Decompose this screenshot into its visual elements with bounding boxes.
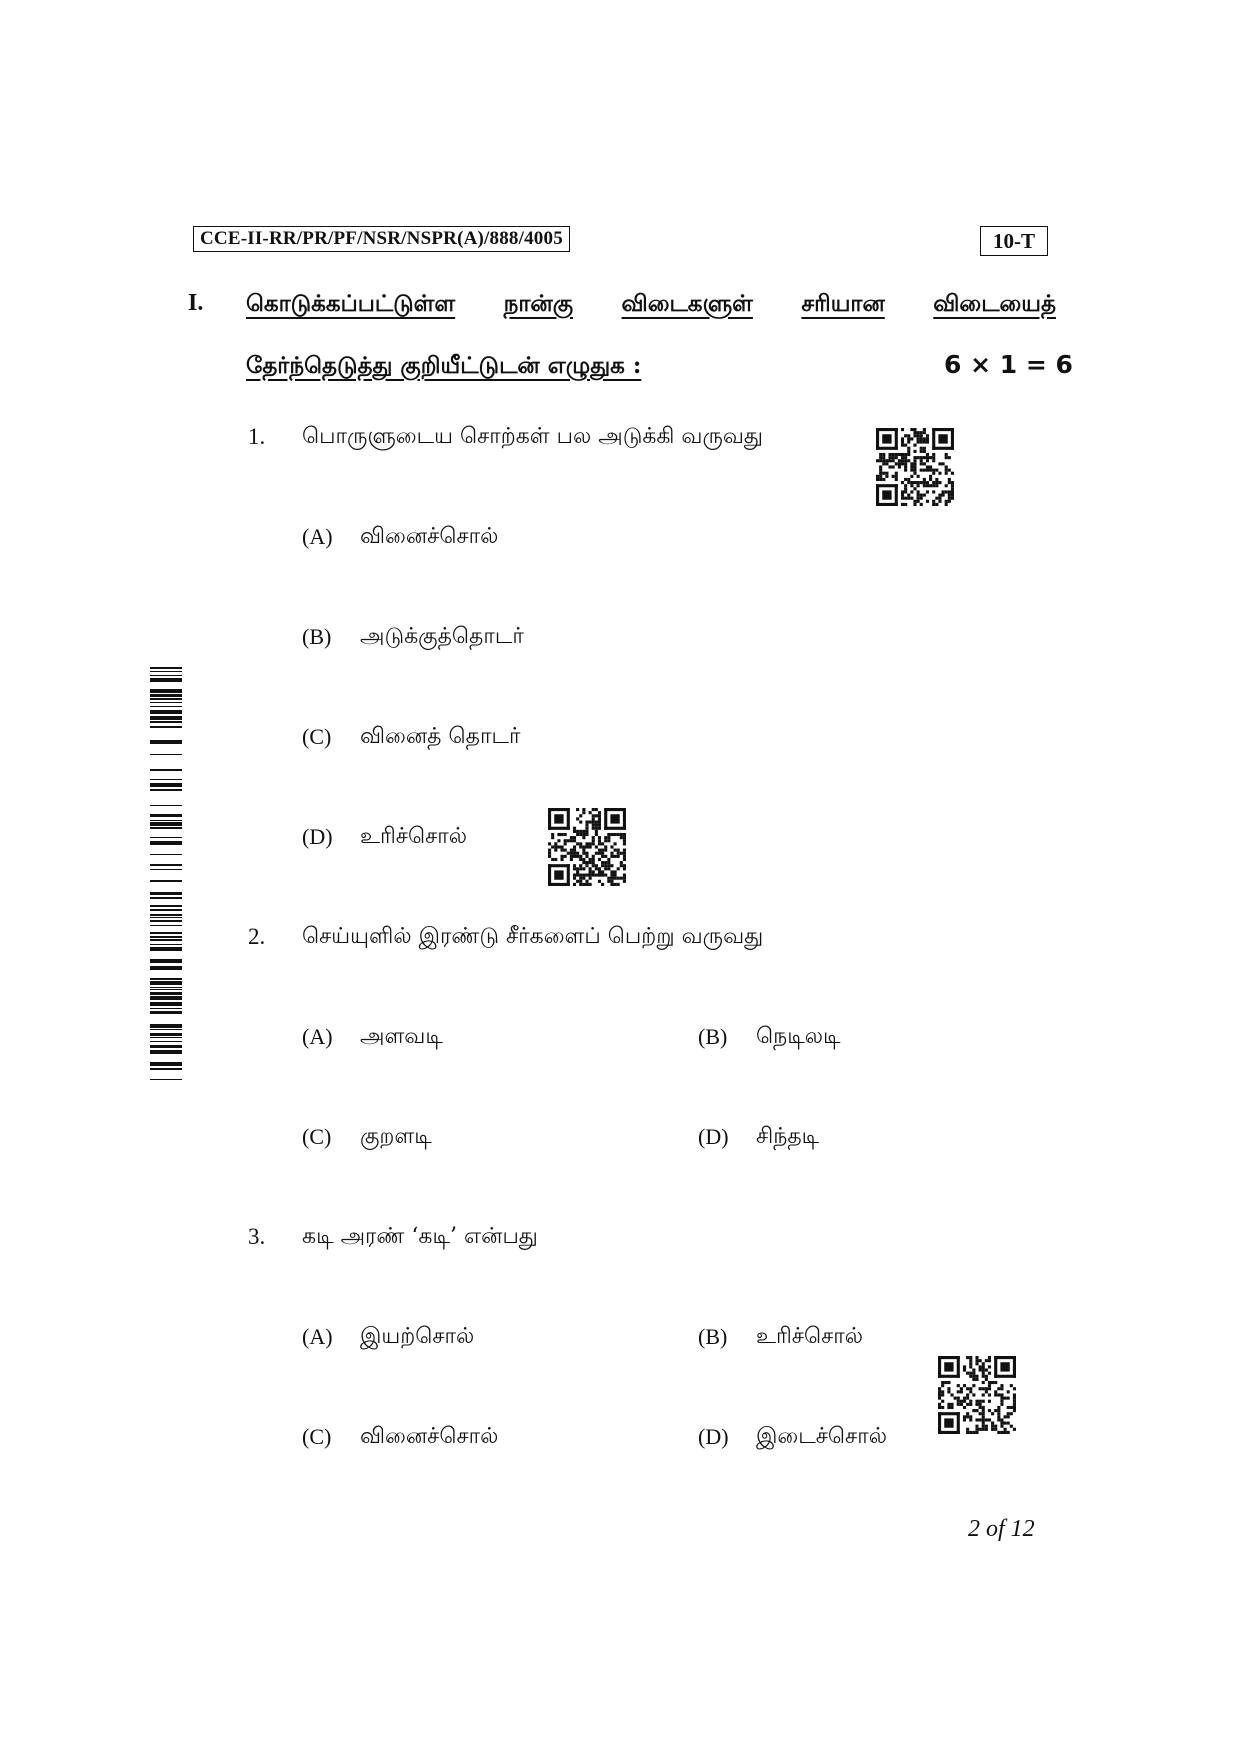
option-text: இடைச்சொல் (756, 1424, 887, 1449)
option-text: வினைச்சொல் (360, 524, 499, 549)
exam-code: CCE-II-RR/PR/PF/NSR/NSPR(A)/888/4005 (193, 226, 570, 252)
option-text: வினைச்சொல் (360, 1424, 499, 1449)
option-text: உரிச்சொல் (360, 824, 468, 849)
option-label: (D) (302, 824, 333, 849)
qr-code-icon (548, 808, 626, 886)
instruction-word: கொடுக்கப்பட்டுள்ள (246, 290, 456, 317)
option-label: (A) (302, 1024, 333, 1049)
option-label: (B) (302, 624, 332, 649)
option-text: சிந்தடி (756, 1124, 820, 1149)
option-label: (A) (302, 524, 333, 549)
option-text: உரிச்சொல் (756, 1324, 864, 1349)
instruction-word: விடையைத் (933, 290, 1056, 317)
qr-code-icon (876, 428, 954, 506)
question-number: 3. (248, 1224, 266, 1249)
option-label: (A) (302, 1324, 333, 1349)
instruction-line-1 (246, 290, 1056, 320)
option-label: (B) (698, 1324, 728, 1349)
option-text: வினைத் தொடர் (360, 724, 521, 749)
option-text: குறளடி (360, 1124, 432, 1149)
qr-code-icon (938, 1356, 1016, 1434)
barcode-icon (150, 660, 182, 1080)
option-text: அளவடி (360, 1024, 443, 1049)
option-text: அடுக்குத்தொடர் (360, 624, 524, 649)
question-text: கடி அரண் ‘கடி’ என்பது (302, 1224, 538, 1249)
instruction-line-2: தேர்ந்தெடுத்து குறியீட்டுடன் எழுதுக : (246, 352, 642, 379)
option-label: (D) (698, 1124, 729, 1149)
instruction-word: விடைகளுள் (621, 290, 753, 317)
question-number: 1. (248, 424, 266, 449)
option-label: (B) (698, 1024, 728, 1049)
option-label: (C) (302, 724, 332, 749)
question-number: 2. (248, 924, 266, 949)
paper-code: 10-T (980, 226, 1048, 256)
option-text: இயற்சொல் (360, 1324, 475, 1349)
option-label: (C) (302, 1124, 332, 1149)
instruction-word: நான்கு (503, 290, 574, 317)
question-text: பொருளுடைய சொற்கள் பல அடுக்கி வருவது (302, 424, 764, 449)
question-text: செய்யுளில் இரண்டு சீர்களைப் பெற்று வருவது (302, 924, 764, 949)
option-label: (D) (698, 1424, 729, 1449)
section-number: I. (188, 290, 204, 316)
option-label: (C) (302, 1424, 332, 1449)
marks-scheme: 6 × 1 = 6 (944, 350, 1073, 379)
option-text: நெடிலடி (756, 1024, 841, 1049)
instruction-word: சரியான (801, 290, 885, 317)
page-number: 2 of 12 (968, 1516, 1035, 1542)
